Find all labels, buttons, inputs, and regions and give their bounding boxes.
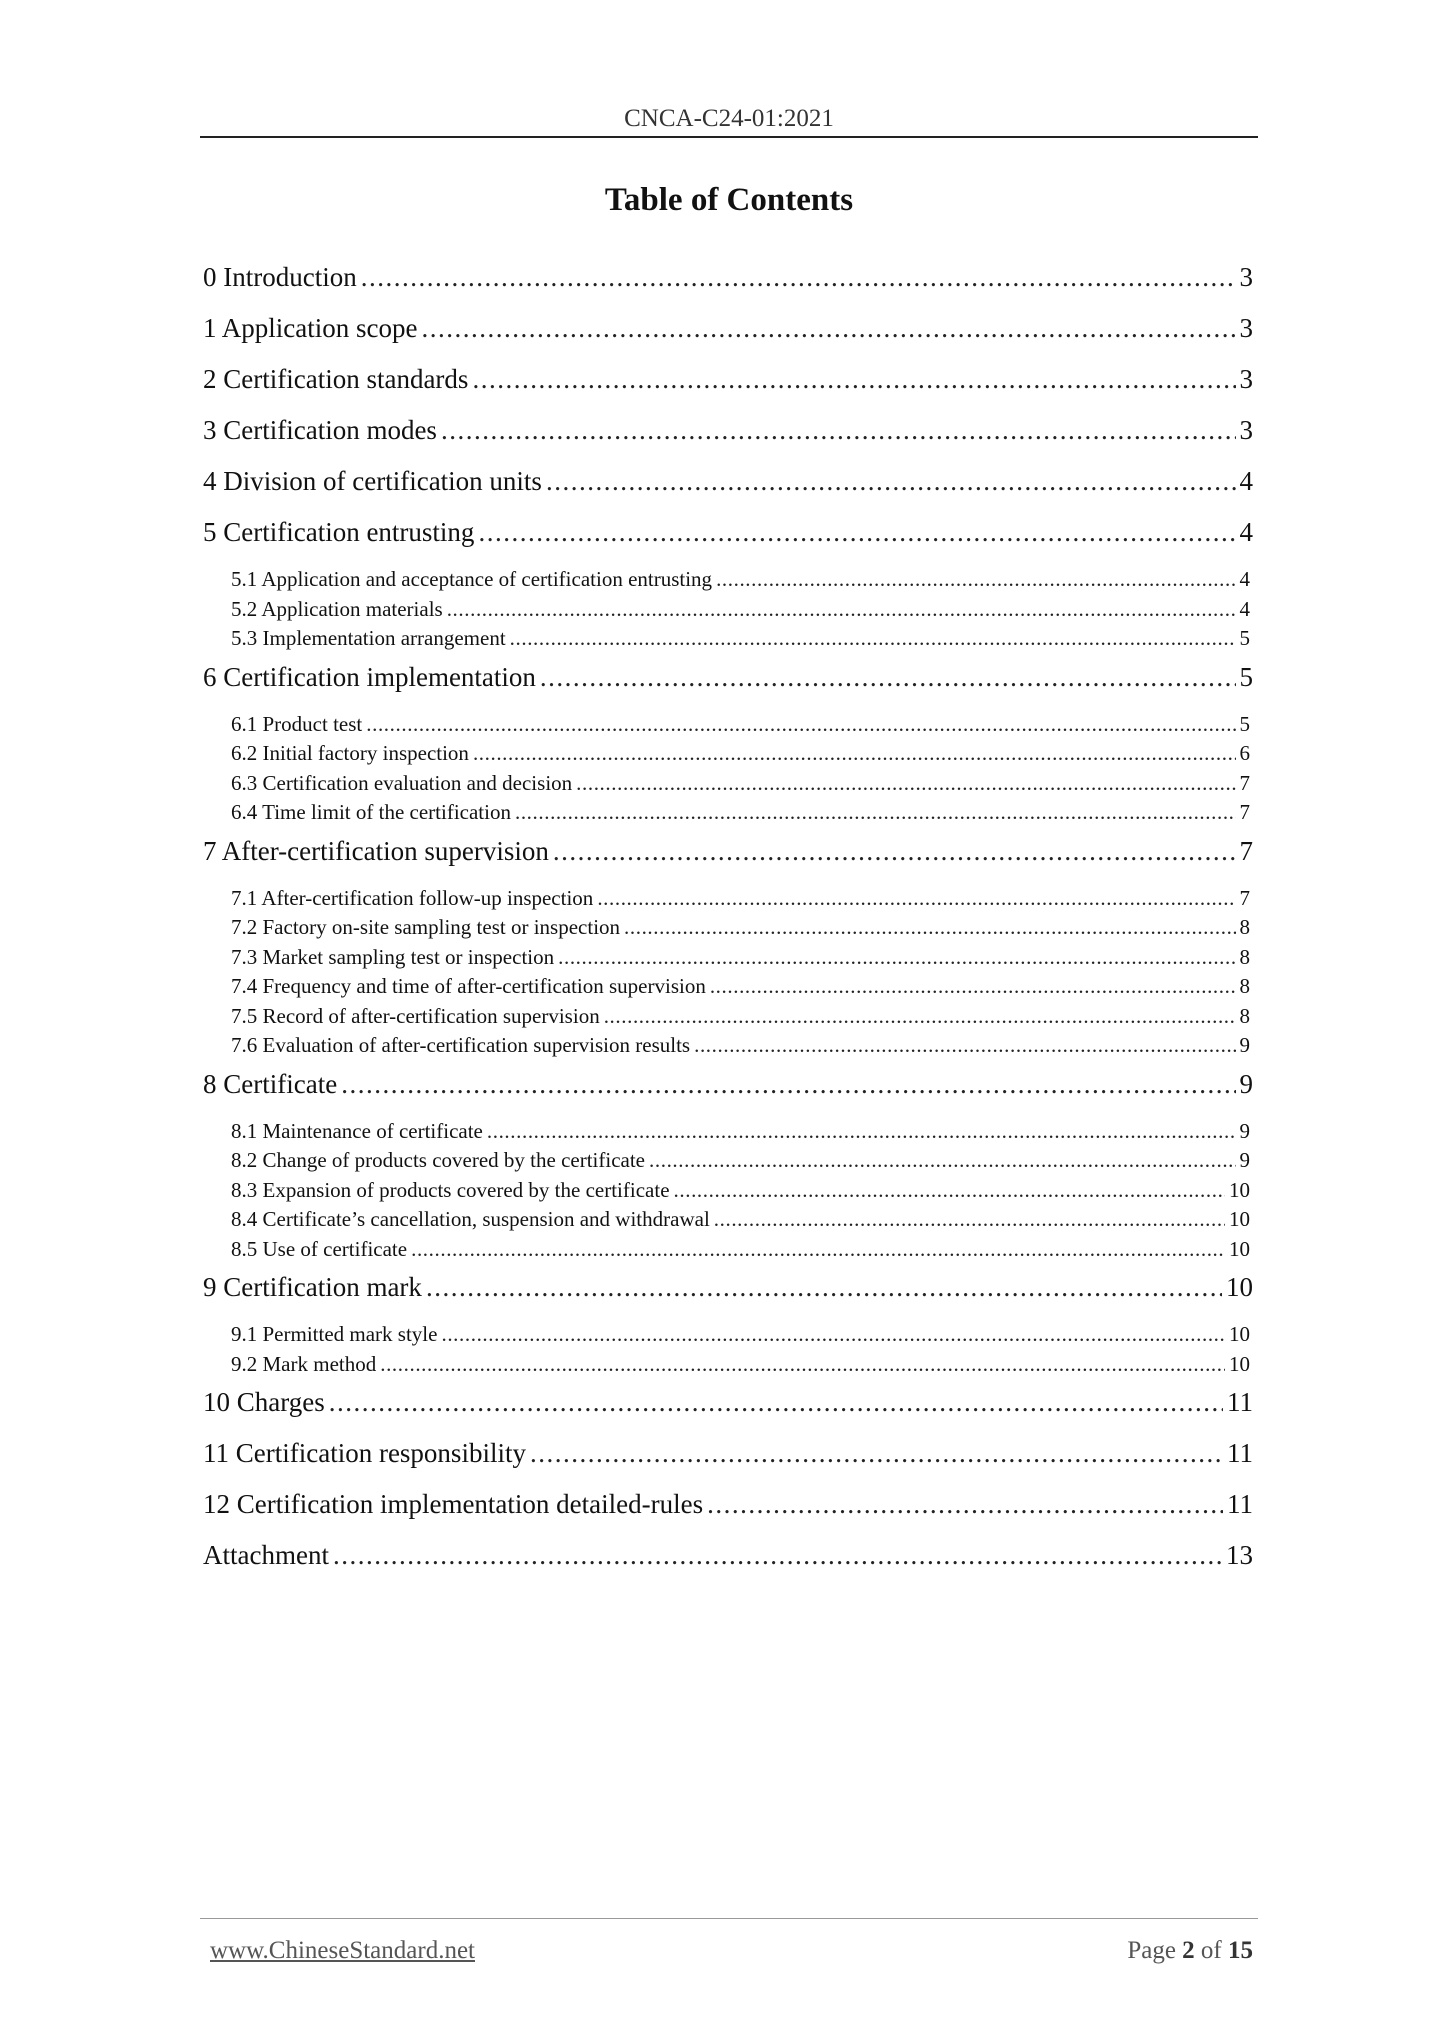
toc-dot-leader	[540, 652, 1236, 703]
table-of-contents	[203, 252, 1253, 1581]
toc-page-number: 3	[1239, 262, 1253, 292]
toc-dot-leader	[341, 1059, 1235, 1110]
toc-entry[interactable]	[203, 303, 1253, 354]
toc-dot-leader	[515, 798, 1236, 828]
toc-page-number: 9	[1239, 1033, 1250, 1057]
toc-subentry[interactable]	[203, 769, 1253, 799]
toc-page-number: 7	[1239, 835, 1253, 866]
toc-subentry[interactable]	[203, 913, 1253, 943]
toc-entry[interactable]	[203, 652, 1253, 703]
toc-page-number: 11	[1227, 1387, 1253, 1417]
toc-entry[interactable]	[203, 252, 1253, 303]
toc-dot-leader	[716, 565, 1235, 595]
page-prefix: Page	[1127, 1937, 1183, 1964]
toc-entry-label: 8.1 Maintenance of certificate	[231, 1118, 483, 1143]
toc-dot-leader	[333, 1530, 1222, 1581]
toc-subentry[interactable]	[203, 739, 1253, 769]
toc-entry[interactable]	[203, 507, 1253, 558]
toc-entry-label: 5 Certification entrusting	[203, 517, 475, 547]
toc-subentry[interactable]	[203, 710, 1253, 740]
toc-subentry[interactable]	[203, 624, 1253, 654]
toc-page-number: 10	[1229, 1207, 1250, 1231]
toc-page-number: 3	[1239, 415, 1253, 445]
toc-dot-leader	[674, 1176, 1225, 1206]
toc-entry-label: 3 Certification modes	[203, 415, 437, 445]
toc-page-number: 8	[1239, 1003, 1250, 1028]
toc-dot-leader	[478, 507, 1235, 558]
toc-entry[interactable]	[203, 1059, 1253, 1110]
toc-page-number: 4	[1239, 567, 1250, 591]
toc-entry-label: 7.4 Frequency and time of after-certification supervision	[231, 974, 706, 998]
toc-entry-label: 6.1 Product test	[231, 711, 363, 736]
toc-entry-label: 11 Certification responsibility	[203, 1438, 526, 1468]
toc-dot-leader	[710, 972, 1236, 1002]
toc-entry-label: 10 Charges	[203, 1387, 325, 1417]
toc-entry-label: 6.4 Time limit of the certification	[231, 800, 511, 824]
toc-dot-leader	[366, 710, 1235, 740]
toc-subentry[interactable]	[203, 798, 1253, 828]
toc-entry-label: 8.3 Expansion of products covered by the certificate	[231, 1177, 670, 1202]
toc-dot-leader	[604, 1002, 1236, 1032]
toc-entry[interactable]	[203, 1530, 1253, 1581]
toc-dot-leader	[624, 913, 1235, 943]
toc-subentry[interactable]	[203, 1117, 1253, 1147]
toc-entry-label: 8.5 Use of certificate	[231, 1236, 408, 1261]
toc-entry-label: 9.1 Permitted mark style	[231, 1322, 438, 1346]
toc-dot-leader	[329, 1377, 1223, 1428]
toc-dot-leader	[707, 1479, 1223, 1530]
toc-dot-leader	[447, 595, 1236, 625]
toc-page-number: 6	[1239, 741, 1250, 765]
toc-dot-leader	[487, 1117, 1236, 1147]
toc-dot-leader	[649, 1146, 1235, 1176]
toc-dot-leader	[421, 303, 1235, 354]
toc-page-number: 7	[1239, 800, 1250, 824]
toc-dot-leader	[597, 884, 1235, 914]
toc-page-number: 8	[1239, 974, 1250, 998]
toc-entry[interactable]	[203, 1262, 1253, 1313]
toc-entry-label: 4 Division of certification units	[203, 466, 542, 496]
toc-entry[interactable]	[203, 456, 1253, 507]
toc-page-number: 4	[1239, 517, 1253, 547]
document-code-header: CNCA-C24-01:2021	[624, 105, 834, 132]
toc-dot-leader	[472, 354, 1235, 405]
toc-page-number: 9	[1239, 1068, 1253, 1099]
toc-page-number: 5	[1239, 661, 1253, 692]
toc-subentry[interactable]	[203, 884, 1253, 914]
toc-entry[interactable]	[203, 1377, 1253, 1428]
toc-entry[interactable]	[203, 354, 1253, 405]
toc-page-number: 11	[1227, 1489, 1253, 1519]
toc-subentry[interactable]	[203, 1031, 1253, 1061]
toc-entry-label: 0 Introduction	[203, 262, 357, 292]
toc-entry-label: 6.3 Certification evaluation and decision	[231, 770, 573, 795]
toc-dot-leader	[441, 405, 1236, 456]
page-number	[1127, 1937, 1253, 1965]
toc-page-number: 5	[1239, 711, 1250, 736]
toc-dot-leader	[558, 943, 1235, 973]
toc-subentry[interactable]	[203, 1176, 1253, 1206]
toc-dot-leader	[553, 826, 1236, 877]
toc-entry-label: 9.2 Mark method	[231, 1351, 377, 1376]
toc-subentry[interactable]	[203, 972, 1253, 1002]
toc-subentry[interactable]	[203, 1320, 1253, 1350]
toc-subentry[interactable]	[203, 943, 1253, 973]
toc-entry-label: 7.1 After-certification follow-up inspection	[231, 885, 594, 910]
toc-subentry[interactable]	[203, 1235, 1253, 1265]
toc-dot-leader	[714, 1205, 1225, 1235]
toc-page-number: 7	[1239, 770, 1250, 795]
toc-page-number: 10	[1229, 1351, 1250, 1376]
toc-page-number: 9	[1239, 1118, 1250, 1143]
page-current: 2	[1182, 1937, 1195, 1964]
toc-dot-leader	[473, 739, 1236, 769]
toc-entry-label: 8.4 Certificate’s cancellation, suspension and withdrawal	[231, 1207, 710, 1231]
toc-page-number: 3	[1239, 313, 1253, 343]
toc-entry-label: 8.2 Change of products covered by the certificate	[231, 1148, 646, 1172]
toc-entry-label: 8 Certificate	[203, 1068, 338, 1099]
toc-page-number: 10	[1229, 1322, 1250, 1346]
toc-entry-label: Attachment	[203, 1540, 329, 1570]
toc-subentry[interactable]	[203, 1146, 1253, 1176]
toc-entry[interactable]	[203, 1479, 1253, 1530]
toc-page-number: 7	[1239, 885, 1250, 910]
toc-page-number: 8	[1239, 944, 1250, 969]
toc-page-number: 5	[1239, 626, 1250, 650]
toc-page-number: 10	[1229, 1177, 1250, 1202]
page-of: of	[1194, 1937, 1228, 1964]
toc-page-number: 8	[1239, 915, 1250, 939]
toc-dot-leader	[441, 1320, 1225, 1350]
toc-entry-label: 12 Certification implementation detailed-rules	[203, 1489, 704, 1519]
footer-divider	[200, 1918, 1258, 1919]
toc-page-number: 9	[1239, 1148, 1250, 1172]
toc-entry-label: 6.2 Initial factory inspection	[231, 741, 469, 765]
toc-subentry[interactable]	[203, 595, 1253, 625]
page-title: Table of Contents	[604, 182, 854, 218]
toc-subentry[interactable]	[203, 565, 1253, 595]
toc-dot-leader	[576, 769, 1235, 799]
toc-dot-leader	[411, 1235, 1225, 1265]
toc-entry-label: 9 Certification mark	[203, 1272, 422, 1302]
toc-subentry[interactable]	[203, 1205, 1253, 1235]
toc-entry-label: 6 Certification implementation	[203, 661, 536, 692]
toc-entry[interactable]	[203, 405, 1253, 456]
toc-page-number: 4	[1239, 466, 1253, 496]
toc-subentry[interactable]	[203, 1002, 1253, 1032]
toc-dot-leader	[694, 1031, 1235, 1061]
toc-subentry[interactable]	[203, 1350, 1253, 1380]
header-divider	[200, 136, 1258, 138]
toc-entry-label: 5.3 Implementation arrangement	[231, 626, 506, 650]
toc-page-number: 3	[1239, 364, 1253, 394]
toc-dot-leader	[530, 1428, 1223, 1479]
toc-entry-label: 7.6 Evaluation of after-certification supervision results	[231, 1033, 691, 1057]
toc-dot-leader	[510, 624, 1236, 654]
toc-dot-leader	[380, 1350, 1225, 1380]
toc-page-number: 4	[1239, 596, 1250, 621]
toc-page-number: 10	[1229, 1236, 1250, 1261]
toc-dot-leader	[426, 1262, 1222, 1313]
toc-entry[interactable]	[203, 826, 1253, 877]
website-link[interactable]: www.ChineseStandard.net	[210, 1937, 475, 1964]
toc-page-number: 13	[1226, 1540, 1253, 1570]
toc-entry-label: 7.2 Factory on-site sampling test or inspection	[231, 915, 621, 939]
toc-entry-label: 1 Application scope	[203, 313, 418, 343]
toc-entry[interactable]	[203, 1428, 1253, 1479]
toc-page-number: 10	[1226, 1272, 1253, 1302]
toc-page-number: 11	[1227, 1438, 1253, 1468]
toc-entry-label: 7 After-certification supervision	[203, 835, 549, 866]
toc-entry-label: 7.3 Market sampling test or inspection	[231, 944, 555, 969]
page-total: 15	[1228, 1937, 1253, 1964]
toc-entry-label: 5.1 Application and acceptance of certification entrusting	[231, 567, 713, 591]
toc-entry-label: 7.5 Record of after-certification supervision	[231, 1003, 600, 1028]
toc-dot-leader	[361, 252, 1236, 303]
toc-entry-label: 2 Certification standards	[203, 364, 469, 394]
toc-entry-label: 5.2 Application materials	[231, 596, 443, 621]
toc-dot-leader	[546, 456, 1236, 507]
